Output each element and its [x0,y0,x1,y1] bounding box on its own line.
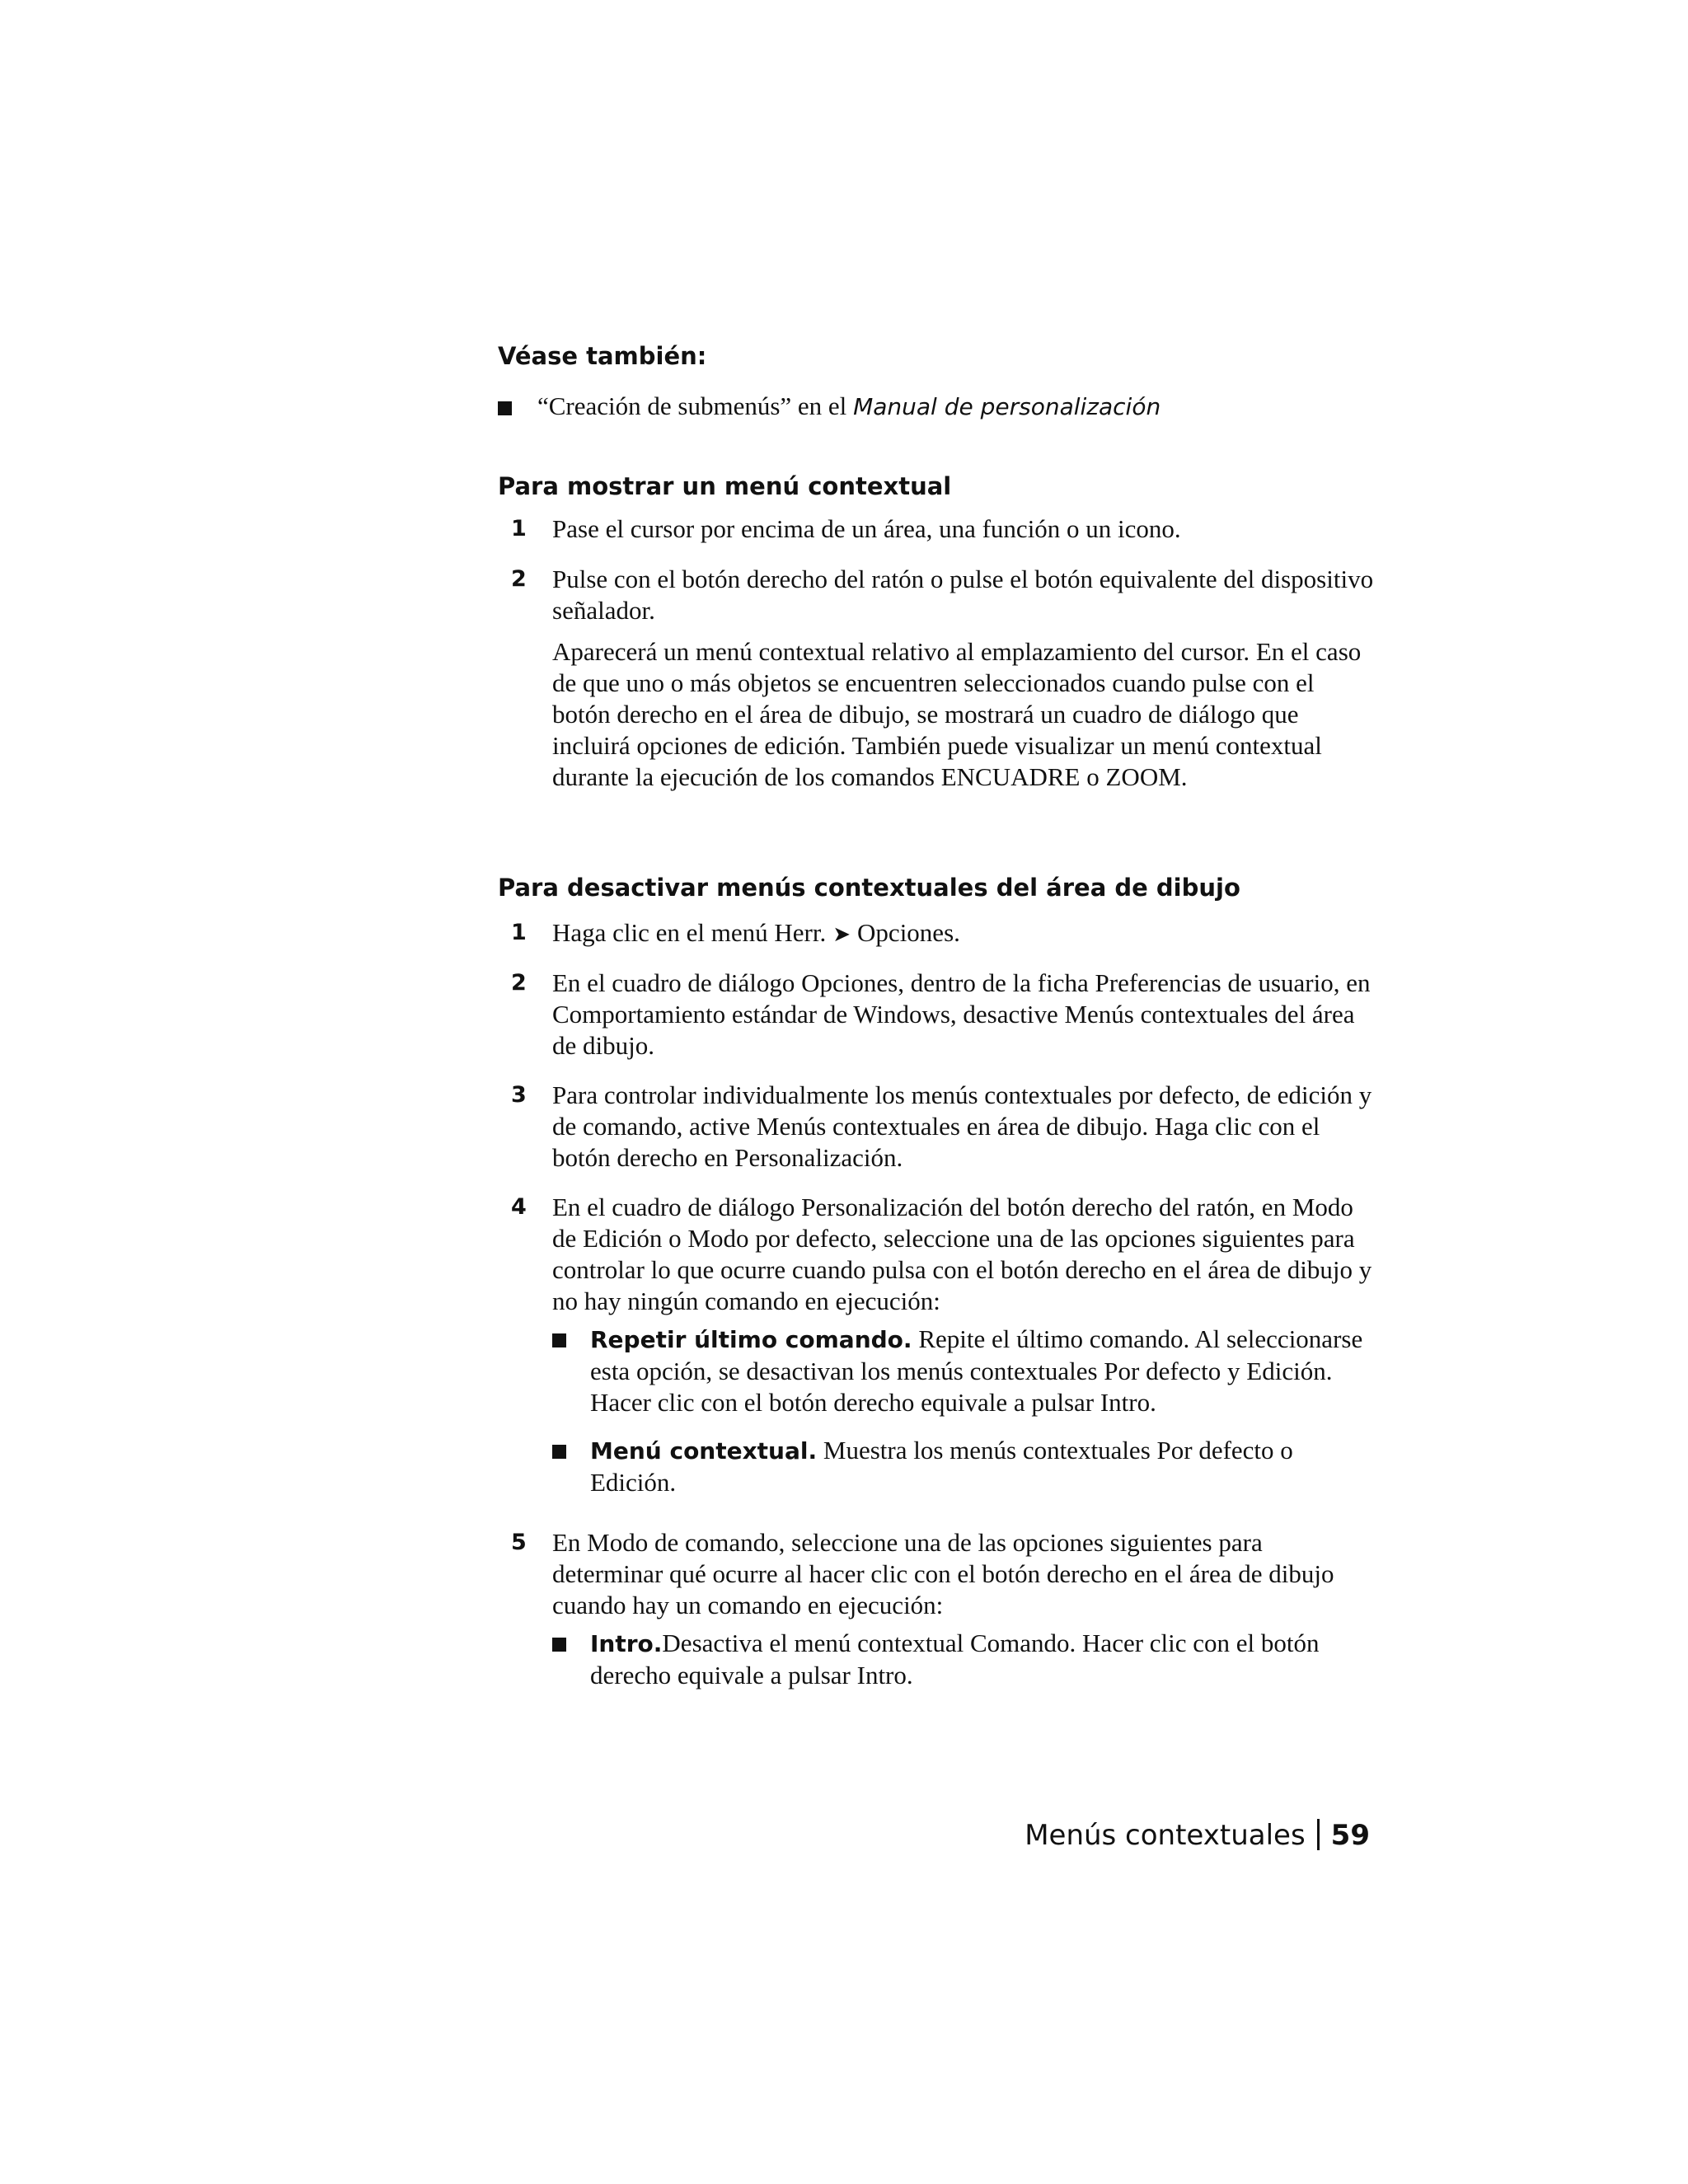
step-note: Aparecerá un menú contextual relativo al emplazamiento del cursor. En el caso de que uno o más objetos se encuentren seleccionados cuando pulse con el botón derecho en el área de dibujo, se mostrará un cuadro de diálogo que incluirá opciones de edición. También puede visualizar un menú contextual durante la ejecución de los comandos ENCUADRE o ZOOM. [552,637,1362,791]
step-item [511,917,1376,950]
see-also-item-text [537,391,1160,423]
step-text: En el cuadro de diálogo Opciones, dentro de la ficha Preferencias de usuario, en Comportamiento estándar de Windows, desactive Menús contextuales del área de dibujo. [552,968,1371,1060]
bullet-item [552,1435,1376,1498]
bullet-square-icon [498,401,512,415]
step-text: Pase el cursor por encima de un área, una función o un icono. [552,514,1181,543]
arrow-right-icon: ➤ [832,922,851,947]
bullet-square-icon [552,1333,566,1347]
step-item [511,1192,1376,1515]
step-item [511,564,1376,793]
step-text-part: Haga clic en el menú Herr. [552,918,827,947]
footer-section-title: Menús contextuales [1025,1819,1306,1852]
step-number: 1 [511,920,527,945]
bullet-square-icon [552,1445,566,1459]
step-text [552,917,1376,950]
page-number: 59 [1330,1819,1370,1852]
step-number: 5 [511,1530,527,1555]
step-text: Pulse con el botón derecho del ratón o pulse el botón equivalente del dispositivo señalador. [552,565,1374,625]
step-text-part: Opciones. [857,918,960,947]
step-text: En Modo de comando, seleccione una de las opciones siguientes para determinar qué ocurre al hacer clic con el botón derecho en el área de dibujo cuando hay un comando en ejecución: [552,1528,1334,1619]
bullet-lead: Intro. [590,1630,663,1657]
step-number: 1 [511,516,527,541]
see-also-text: “Creación de submenús” en el [537,391,854,420]
bullet-list [552,1628,1376,1691]
step-item [511,1080,1376,1174]
bullet-lead: Menú contextual. [590,1437,818,1465]
section-heading-disable-menus: Para desactivar menús contextuales del área de dibujo [498,874,1240,902]
bullet-text: Muestra los menús contextuales Por defecto o Edición. [590,1436,1293,1497]
see-also-title: Véase también: [498,342,707,370]
step-text: Para controlar individualmente los menús contextuales por defecto, de edición y de comando, active Menús contextuales en área de dibujo. Haga clic con el botón derecho en Personalización. [552,1080,1372,1172]
step-item [511,1527,1376,1708]
section-heading-show-menu: Para mostrar un menú contextual [498,472,952,500]
step-item [511,513,1376,545]
bullet-square-icon [552,1638,566,1652]
step-number: 3 [511,1082,527,1108]
step-number: 2 [511,566,527,592]
page-footer [1025,1816,1370,1854]
bullet-item [552,1324,1376,1418]
step-number: 4 [511,1194,527,1220]
see-also-reference: Manual de personalización [853,393,1161,420]
step-text: En el cuadro de diálogo Personalización del botón derecho del ratón, en Modo de Edición o Modo por defecto, seleccione una de las opciones siguientes para controlar lo que ocurre cuando pulsa con el botón derecho en el área de dibujo y no hay ningún comando en ejecución: [552,1193,1372,1315]
bullet-text: Repite el último comando. Al seleccionarse esta opción, se desactivan los menús contextuales Por defecto y Edición. Hacer clic con el botón derecho equivale a pulsar Intro. [590,1324,1363,1417]
bullet-item [552,1628,1376,1691]
bullet-lead: Repetir último comando. [590,1326,912,1353]
step-item [511,968,1376,1062]
step-number: 2 [511,970,527,996]
footer-divider [1317,1819,1320,1850]
bullet-text: Desactiva el menú contextual Comando. Hacer clic con el botón derecho equivale a pulsar Intro. [590,1629,1320,1690]
bullet-list [552,1324,1376,1498]
